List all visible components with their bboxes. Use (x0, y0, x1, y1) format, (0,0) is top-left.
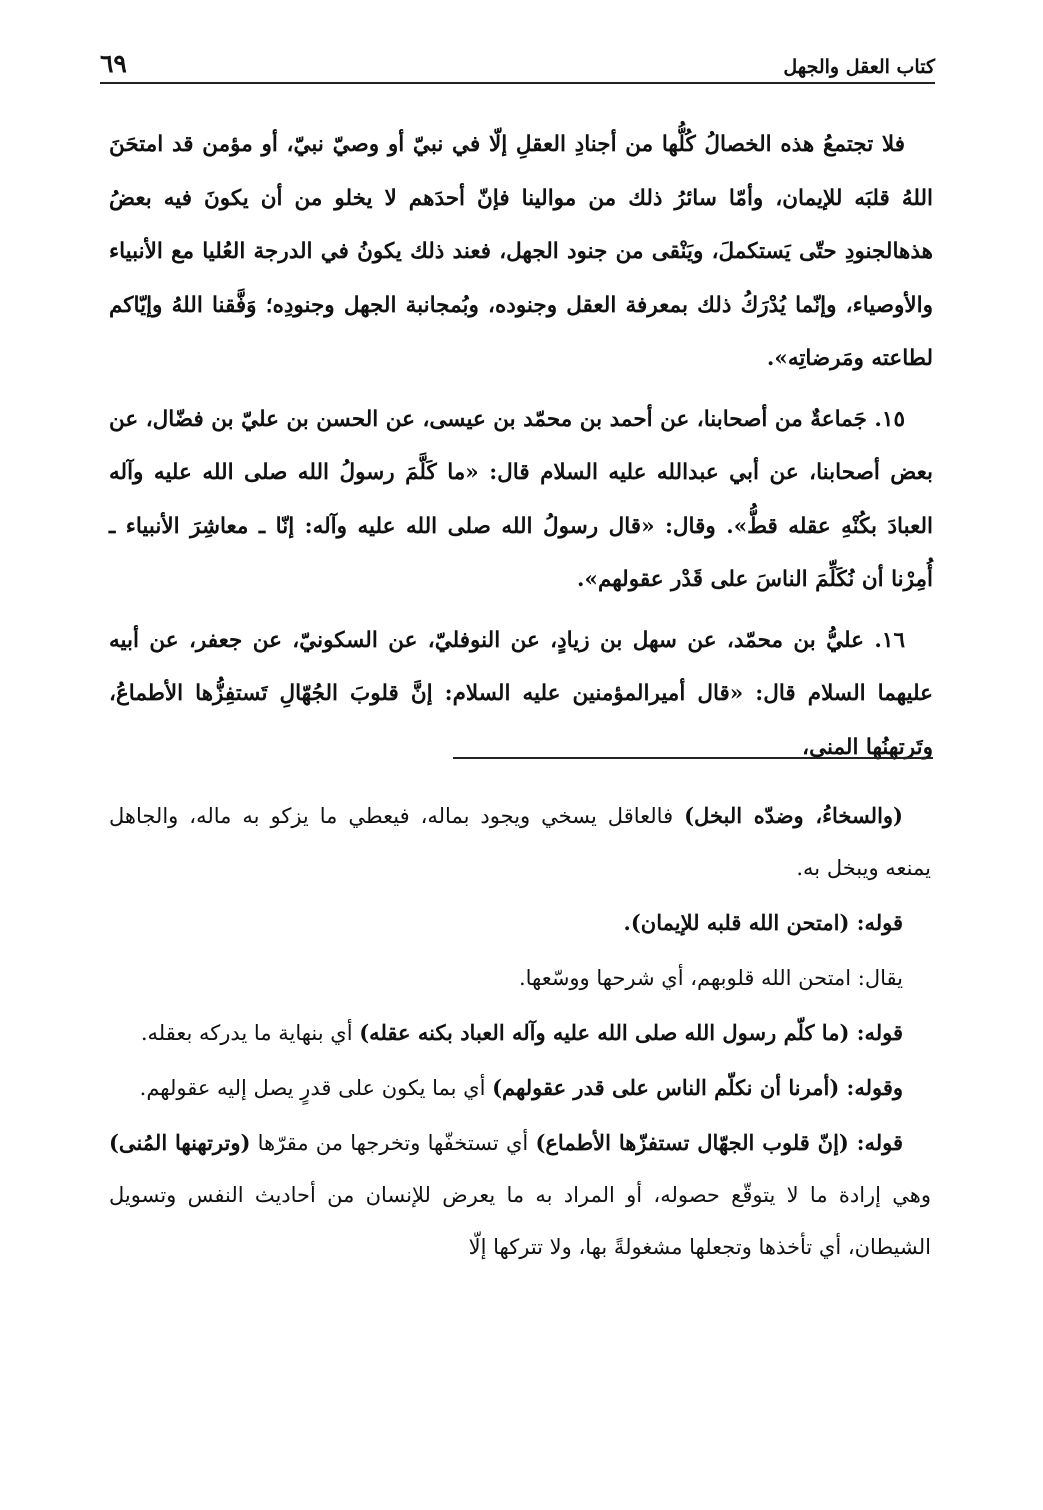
page-header (100, 38, 935, 84)
note-atma (109, 1117, 931, 1273)
note-text: فالعاقل يسخي ويجود بماله، فيعطي ما يزكو به ماله، والجاهل يمنعه ويبخل به. (109, 804, 931, 880)
note-term: وقوله: (أمرنا أن نكلّم الناس على قدر عقولهم) (492, 1075, 903, 1100)
note-term: قوله: (ما كلّم رسول الله صلى الله عليه وآله العباد بكنه عقله) (359, 1020, 903, 1045)
note-term: قوله: (إنّ قلوب الجهّال تستفزّها الأطماع) (535, 1130, 903, 1155)
page-number: ٦٩ (100, 49, 127, 78)
note-text: يقال: امتحن الله قلوبهم، أي شرحها ووسّعها. (518, 966, 903, 990)
note-text: أي بنهاية ما يدركه بعقله. (140, 1021, 360, 1045)
note-term: (والسخاءُ، وضدّه البخل) (684, 803, 903, 828)
note-text: أي بما يكون على قدرٍ يصل إليه عقولهم. (139, 1076, 493, 1100)
main-text (109, 118, 933, 781)
commentary (109, 790, 931, 1276)
note-text: أي تستخفّها وتخرجها من مقرّها (250, 1131, 536, 1155)
note-heading (109, 897, 931, 949)
hadith-16: ١٦. عليُّ بن محمّد، عن سهل بن زيادٍ، عن النوفليّ، عن السكونيّ، عن جعفر، عن أبيه عليهما السلام قال: «قال أميرالمؤمنين عليه السلام: إنَّ قلوبَ الجُهّالِ تَستفِزُّها الأطماعُ، وتَرتهنُها المنى، (109, 627, 933, 760)
hadith-15: ١٥. جَماعةٌ من أصحابنا، عن أحمد بن محمّد بن عيسى، عن الحسن بن عليّ بن فضّال، عن بعض أصحابنا، عن أبي عبدالله عليه السلام قال: «ما كَلَّمَ رسولُ الله صلى الله عليه وآله العبادَ بكُنْهِ عقله قطُّ». وقال: «قال رسولُ الله صلى الله عليه وآله: إنّا ـ معاشِرَ الأنبياء ـ أُمِرْنا أن نُكَلِّمَ الناسَ على قَدْر عقولهم». (109, 406, 933, 592)
note-term: (وترتهنها المُنى) (109, 1130, 251, 1155)
running-title: كتاب العقل والجهل (783, 56, 935, 78)
paragraph-1: فلا تجتمعُ هذه الخصالُ كُلُّها من أجنادِ العقلِ إلّا في نبيّ أو وصيّ نبيّ، أو مؤمن قد امتحَنَ اللهُ قلبَه للإيمان، وأمّا سائرُ ذلك من موالينا فإنّ أحدَهم لا يخلو من أن يكونَ فيه بعضُ هذهالجنودِ حتّى يَستكملَ، ويَنْقى من جنود الجهل، فعند ذلك يكونُ في الدرجة العُليا مع الأنبياء والأوصياء، وإنّما يُدْرَكُ ذلك بمعرفة العقل وجنوده، وبُمجانبة الجهل وجنودِه؛ وَفَّقنا اللهُ وإيّاكم لطاعته ومَرضاتِه». (109, 132, 933, 371)
note-explanation (109, 952, 931, 1004)
note-qadr (109, 1062, 931, 1114)
note-text: وهي إرادة ما لا يتوقّع حصوله، أو المراد به ما يعرض للإنسان من أحاديث النفس وتسويل الشيطان، أي تأخذها وتجعلها مشغولةً بها، ولا تتركها إلّا (109, 1183, 931, 1259)
footnote-divider (453, 757, 933, 759)
note-term: قوله: (امتحن الله قلبه للإيمان). (623, 910, 903, 935)
note-generosity (109, 790, 931, 894)
note-kunh (109, 1007, 931, 1059)
